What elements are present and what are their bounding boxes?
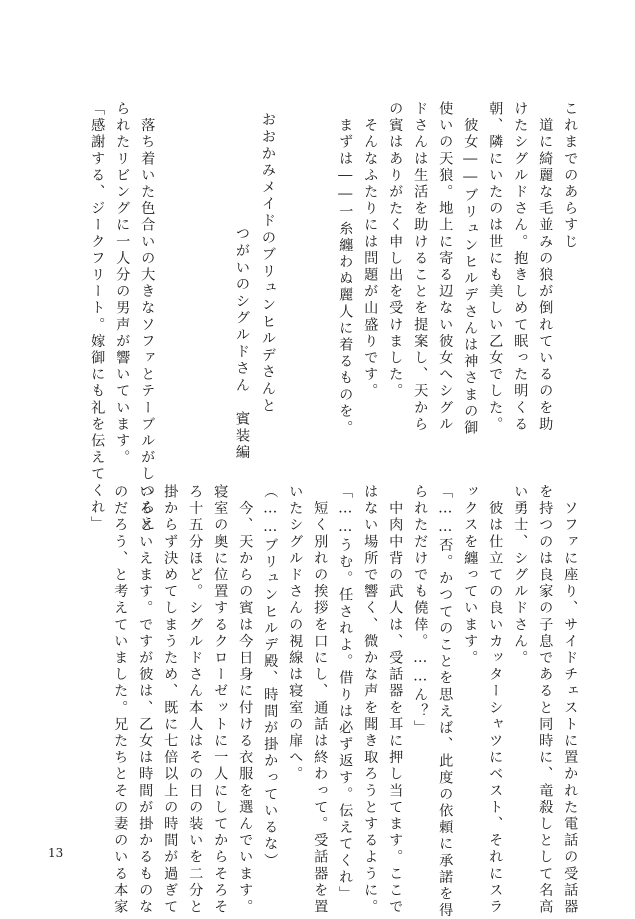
story-line: 寝室の奥に位置するクローゼットに一人にしてからそろそ bbox=[212, 484, 229, 916]
page-number: 13 bbox=[48, 846, 64, 860]
story-line: 落ち着いた色合いの大きなソファとテーブルがしつらえ bbox=[139, 101, 156, 533]
synopsis-line: けたシグルドさん。抱きしめて眠った明くる bbox=[512, 101, 529, 433]
story-line: （……ブリュンヒルデ殿、時間が掛かっているな） bbox=[262, 484, 279, 870]
story-line: 中肉中背の武人は、受話器を耳に押し当てます。ここで bbox=[387, 484, 404, 916]
synopsis-line: 道に綺麗な毛並みの狼が倒れているのを助 bbox=[537, 101, 554, 433]
story-line: 短く別れの挨拶を口にし、通話は終わって。受話器を置 bbox=[312, 484, 329, 916]
story-subtitle: つがいのシグルドさん 賓装編 bbox=[233, 226, 250, 462]
story-line: い勇士、シグルドさん。 bbox=[512, 484, 529, 667]
story-line: いるといえます。ですが彼は、乙女は時間が掛かるものな bbox=[137, 484, 154, 916]
story-title: おおかみメイドのブリュンヒルデさんと bbox=[259, 112, 276, 415]
story-line: はない場所で響く、微かな声を聞き取ろうとするように。 bbox=[362, 484, 379, 916]
story-line: 彼は仕立ての良いカッターシャツにベスト、それにスラ bbox=[487, 484, 504, 916]
story-line: 「……うむ。任されよ。借りは必ず返す。伝えてくれ」 bbox=[337, 484, 354, 903]
story-line: ろ十五分ほど。シグルドさん本人はその日の装いを二分と bbox=[187, 484, 204, 916]
synopsis-heading: これまでのあらすじ bbox=[562, 101, 579, 251]
story-line: を持つのは良家の子息であると同時に、竜殺しとして名高 bbox=[537, 484, 554, 916]
synopsis-line: そんなふたりには問題が山盛りです。 bbox=[362, 101, 379, 400]
story-line: のだろう、と考えていました。兄たちとその妻のいる本家 bbox=[112, 484, 129, 916]
story-line: 今、天からの賓は今日身に付ける衣服を選んでいます。 bbox=[237, 484, 254, 916]
synopsis-line: まずは――一糸纏わぬ麗人に着るものを。 bbox=[337, 101, 354, 437]
synopsis-line: 彼女――ブリュンヒルデさんは神さまの御 bbox=[462, 101, 479, 437]
story-line: 「感謝する、ジークフリート。嫁御にも礼を伝えてくれ」 bbox=[89, 101, 106, 533]
story-line: いたシグルドさんの視線は寝室の扉へ。 bbox=[287, 484, 304, 783]
synopsis-line: の賓はありがたく申し出を受けました。 bbox=[387, 101, 404, 400]
story-line: 「……否。かつてのことを思えば、此度の依頼に承諾を得 bbox=[437, 484, 454, 919]
synopsis-line: ドさんは生活を助けることを提案し、天から bbox=[412, 101, 429, 433]
story-line: ソファに座り、サイドチェストに置かれた電話の受話器 bbox=[562, 484, 579, 916]
story-line: 掛からず決めてしまうため、既に七倍以上の時間が過ぎて bbox=[162, 484, 179, 916]
story-line: られたリビングに一人分の男声が響いています。 bbox=[114, 101, 131, 467]
story-line: ックスを纏っています。 bbox=[462, 484, 479, 667]
synopsis-line: 朝、隣にいたのは世にも美しい乙女でした。 bbox=[487, 101, 504, 433]
story-line: られただけでも僥倖。……ん？」 bbox=[412, 484, 429, 737]
synopsis-line: 使いの天狼。地上に寄る辺ない彼女へシグル bbox=[437, 101, 454, 433]
